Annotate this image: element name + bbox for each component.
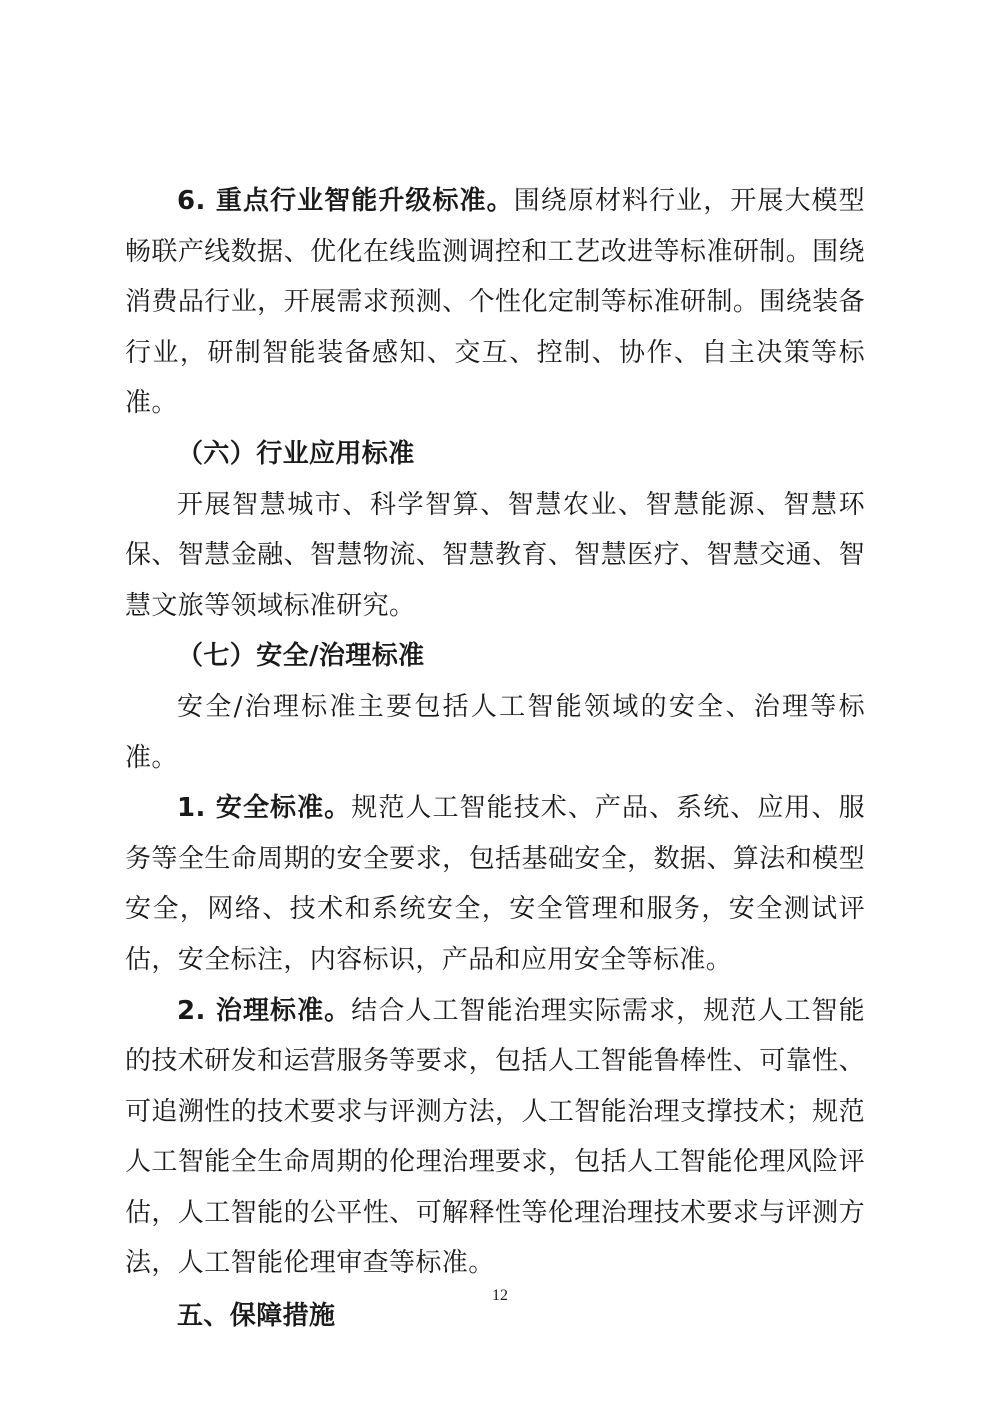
paragraph-security-governance-intro: 安全/治理标准主要包括人工智能领域的安全、治理等标准。 — [125, 691, 865, 773]
paragraph-lead: 6. 重点行业智能升级标准。 — [177, 186, 514, 216]
paragraph-lead: 1. 安全标准。 — [177, 793, 352, 824]
paragraph-industry-applications: 开展智慧城市、科学智算、智慧农业、智慧能源、智慧环保、智慧金融、智慧物流、智慧教育、智慧医疗、智慧交通、智慧文旅等领域标准研究。 — [125, 489, 865, 621]
paragraph-governance-standards — [125, 986, 865, 1290]
section-heading-industry-applications: （六）行业应用标准 — [177, 438, 415, 469]
section-heading-safeguards: 五、保障措施 — [177, 1301, 336, 1332]
page-number: 12 — [492, 1287, 508, 1304]
paragraph-security-standards — [125, 783, 865, 985]
paragraph-text: 规范人工智能技术、产品、系统、应用、服务等全生命周期的安全要求，包括基础安全，数据、算法和模型安全，网络、技术和系统安全，安全管理和服务，安全测试评估，安全标注，内容标识，产品和应用安全等标准。 — [125, 793, 865, 975]
paragraph-text: 围绕原材料行业，开展大模型畅联产线数据、优化在线监测调控和工艺改进等标准研制。围绕消费品行业，开展需求预测、个性化定制等标准研制。围绕装备行业，研制智能装备感知、交互、控制、协作、自主决策等标准。 — [125, 186, 866, 419]
section-heading-security-governance: （七）安全/治理标准 — [177, 641, 425, 672]
paragraph-text: 结合人工智能治理实际需求，规范人工智能的技术研发和运营服务等要求，包括人工智能鲁棒性、可靠性、可追溯性的技术要求与评测方法，人工智能治理支撑技术；规范人工智能全生命周期的伦理治理要求，包括人工智能伦理风险评估，人工智能的公平性、可解释性等伦理治理技术要求与评测方法，人工智能伦理审查等标准。 — [125, 995, 865, 1279]
paragraph-industry-upgrade — [125, 176, 865, 429]
document-body — [125, 176, 865, 1342]
paragraph-lead: 2. 治理标准。 — [177, 995, 352, 1026]
